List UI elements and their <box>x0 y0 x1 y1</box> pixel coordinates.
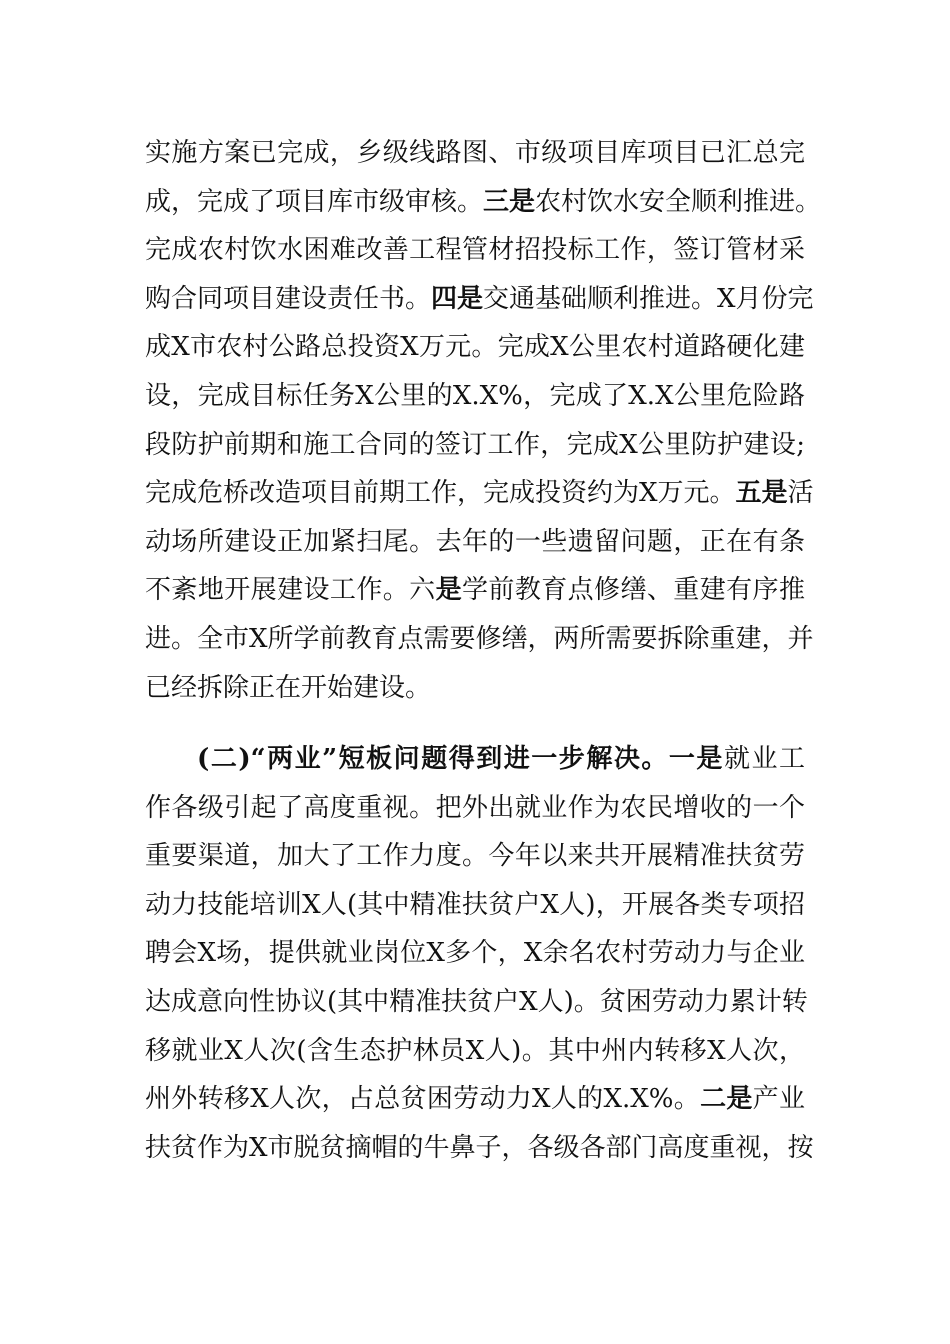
text-line <box>197 741 805 777</box>
text-segment: 产业 <box>752 1084 805 1115</box>
bold-text-segment: 三是 <box>483 186 536 217</box>
text-segment: 完成农村饮水困难改善工程管材招投标工作，签订管材采 <box>145 235 805 266</box>
text-line <box>145 135 805 171</box>
text-line <box>145 184 822 220</box>
text-line <box>145 887 805 923</box>
text-segment: 学前教育点修缮、重建有序推 <box>461 575 805 606</box>
text-segment: 作各级引起了高度重视。把外出就业作为农民增收的一个 <box>145 792 805 823</box>
text-line <box>145 935 805 971</box>
text-line <box>145 329 805 365</box>
text-line <box>145 670 805 706</box>
text-segment: 成X市农村公路总投资X万元。完成X公里农村道路硬化建 <box>145 332 805 363</box>
text-segment: 就业工 <box>723 744 805 774</box>
bold-text-segment: 二是 <box>700 1084 753 1115</box>
text-line <box>145 572 805 608</box>
text-line <box>145 427 805 463</box>
text-line <box>145 378 805 414</box>
text-segment: 达成意向性协议(其中精准扶贫户X人)。贫困劳动力累计转 <box>145 987 808 1017</box>
text-segment: 段防护前期和施工合同的签订工作，完成X公里防护建设; <box>145 429 805 460</box>
text-segment: 成，完成了项目库市级审核。 <box>145 186 484 217</box>
bold-text-segment: (二)“两业”短板问题得到进一步解决。 <box>197 744 669 774</box>
text-segment: 重要渠道，加大了工作力度。今年以来共开展精准扶贫劳 <box>145 841 805 872</box>
text-segment: 聘会X场，提供就业岗位X多个，X余名农村劳动力与企业 <box>145 938 805 969</box>
text-line <box>145 1130 814 1166</box>
text-segment: 不紊地开展建设工作。六 <box>145 575 436 606</box>
text-segment: 完成危桥改造项目前期工作，完成投资约为X万元。 <box>145 478 736 509</box>
bold-text-segment: 四是 <box>431 283 484 314</box>
text-line <box>145 984 808 1020</box>
text-line <box>145 621 814 657</box>
text-segment: 交通基础顺利推进。X月份完 <box>483 283 814 314</box>
text-segment: 扶贫作为X市脱贫摘帽的牛鼻子，各级各部门高度重视，按 <box>145 1132 814 1163</box>
text-segment: 活 <box>787 478 814 509</box>
text-segment: 已经拆除正在开始建设。 <box>145 672 432 703</box>
text-line <box>145 524 805 560</box>
text-line <box>145 1033 805 1069</box>
text-segment: 动力技能培训X人(其中精准扶贫户X人)，开展各类专项招 <box>145 889 805 920</box>
text-line <box>145 232 805 268</box>
text-segment: 动场所建设正加紧扫尾。去年的一些遗留问题，正在有条 <box>145 526 805 557</box>
text-segment: 农村饮水安全顺利推进。 <box>535 186 822 217</box>
text-segment: 移就业X人次(含生态护林员X人)。其中州内转移X人次， <box>145 1035 805 1066</box>
text-segment: 实施方案已完成，乡级线路图、市级项目库项目已汇总完 <box>145 138 805 168</box>
bold-text-segment: 一是 <box>668 744 724 774</box>
text-line <box>145 281 814 317</box>
text-line <box>145 1081 805 1117</box>
text-line <box>145 475 814 511</box>
text-line <box>145 838 805 874</box>
text-segment: 州外转移X人次，占总贫困劳动力X人的X.X%。 <box>145 1084 701 1115</box>
text-line <box>145 790 805 826</box>
text-segment: 购合同项目建设责任书。 <box>145 283 432 314</box>
bold-text-segment: 是 <box>435 575 462 606</box>
bold-text-segment: 五是 <box>735 478 788 509</box>
text-segment: 进。全市X所学前教育点需要修缮，两所需要拆除重建，并 <box>145 624 814 654</box>
text-segment: 设，完成目标任务X公里的X.X%，完成了X.X公里危险路 <box>145 381 805 411</box>
